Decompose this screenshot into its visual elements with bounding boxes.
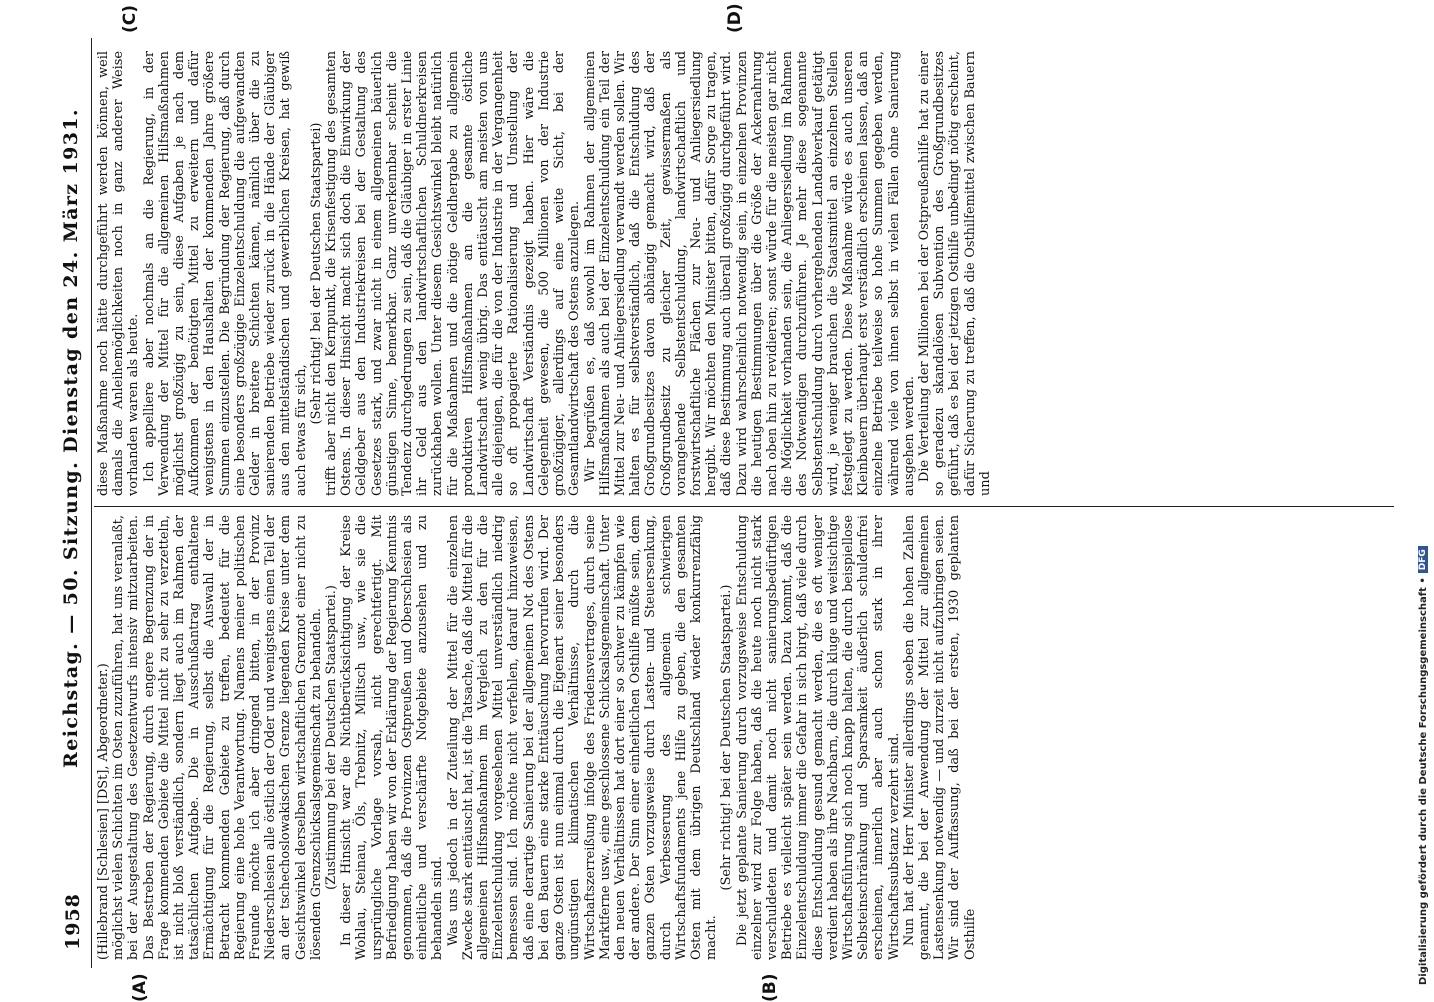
- dfg-logo: DFG: [1418, 546, 1428, 573]
- paragraph: Ich appelliere aber nochmals an die Regierung, in der Verwendung der Mittel für die allgemeinen Hilfsmaßnahmen möglichst großzügig zu sein, diese Aufgaben je nach dem Aufkommen der benötigten Mittel zu erweitern und dafür wenigstens in den Haushalten der kommenden Jahre größere Summen einzustellen. Die Begründung der Regierung, daß durch eine besonders großzügige Einzelentschuldung die aufgewandten Gelder in breitere Schichten kämen, nämlich über die zu sanierenden Betriebe wieder zurück in die Hände der Gläubiger aus den mittelständischen und gewerblichen Kreisen, hat gewiß auch etwas für sich,: [142, 51, 309, 496]
- right-column: [96, 51, 1396, 496]
- header-rule: [91, 38, 92, 968]
- margin-marker-c: (C): [120, 5, 140, 33]
- paragraph: Die Verteilung der Millionen bei der Ostpreußenhilfe hat zu einer so geradezu skandalösen Subvention des Großgrundbesitzes geführt, daß es bei der jetzigen Osthilfe unbedingt nötig erscheint, dafür Sicherung zu treffen, daß die Osthilfemittel zwischen Bauern und: [917, 51, 993, 496]
- paragraph: Nun hat der Herr Minister allerdings soeben die hohen Zahlen genannt, die bei der Anwendung der Mittel zur allgemeinen Lastensenkung notwendig — und zurzeit nicht aufzubringen seien. Wir sind der Auffassung, daß bei der ersten, 1930 geplanten Osthilfe: [902, 515, 978, 960]
- margin-marker-d: (D): [725, 3, 745, 33]
- column-divider: [94, 506, 1394, 507]
- digitization-note: [1414, 15, 1432, 985]
- paragraph: In dieser Hinsicht war die Nichtberücksichtigung der Kreise Wohlau, Steinau, Öls, Trebnitz, Militsch usw., wie sie die ursprüngliche Vorlage vorsah, nicht gerechtfertigt. Mit Befriedigung haben wir von der Erklärung der Regierung Kenntnis genommen, daß die Provinzen Ostpreußen und Oberschlesien als einheitliche und verschärfte Notgebiete anzusehen und zu behandeln sind.: [339, 515, 445, 960]
- running-title: Reichstag. — 50. Sitzung. Dienstag den 24. März 1931.: [60, 48, 82, 828]
- interjection: (Zustimmung bei der Deutschen Staatspartei.): [324, 515, 339, 960]
- paragraph: möglichst vielen Schichten im Osten zuzuführen, hat uns veranlaßt, bei der Ausgestaltung des Gesetzentwurfs intensiv mitzuarbeiten. Das Bestreben der Regierung, durch engere Begrenzung der in Frage kommenden Gebiete die Mittel nicht zu sehr zu verzetteln, ist nicht bloß verständlich, sondern liegt auch im Rahmen der tatsächlichen Aufgabe. Die in Ausschußantrag enthaltene Ermächtigung für die Regierung, selbst die Auswahl der in Betracht kommenden Gebiete zu treffen, bedeutet für die Regierung eine hohe Verantwortung. Namens meiner politischen Freunde möchte ich aber dringend bitten, in der Provinz Niederschlesien alle östlich der Oder und wenigstens einen Teil der an der tschechoslowakischen Grenze liegenden Kreise unter dem Gesichtswinkel derselben wirtschaftlichen Grenznot einer nicht zu lösenden Grenzschicksalsgemeinschaft zu behandeln.: [111, 515, 324, 960]
- page-number: 1958: [62, 893, 84, 950]
- speaker-attribution: (Hillebrand [Schlesien] [DSt], Abgeordneter.): [96, 515, 111, 960]
- rotated-page: [60, 38, 1405, 968]
- page-header: [60, 38, 88, 968]
- digitization-text: Digitalisierung gefördert durch die Deutsche Forschungsgemeinschaft •: [1418, 577, 1429, 985]
- paragraph: diese Maßnahme noch hätte durchgeführt werden können, weil damals die Anleihemöglichkeiten noch in ganz anderer Weise vorhanden waren als heute.: [96, 51, 142, 496]
- paragraph: Die jetzt geplante Sanierung durch vorzugsweise Entschuldung einzelner wird zur Folge haben, daß die heute noch nicht stark verschuldeten und damit noch nicht sanierungsbedürftigen Betriebe es vielleicht später sein werden. Dazu kommt, daß die Einzelentschuldung immer die Gefahr in sich birgt, daß viele durch diese Entschuldung gesund gemacht werden, die es oft weniger verdient haben als ihre Nachbarn, die durch kluge und weitsichtige Wirtschaftsführung sich noch knapp halten, die durch beispiellose Selbsteinschränkung und Sparsamkeit äußerlich schuldenfrei erscheinen, innerlich aber auch schon stark in ihrer Wirtschaftssubstanz verzehrt sind.: [735, 515, 902, 960]
- paragraph: Wir begrüßen es, daß sowohl im Rahmen der allgemeinen Hilfsmaßnahmen als auch bei der Einzelentschuldung ein Teil der Mittel zur Neu- und Anliegersiedlung verwandt werden sollen. Wir halten es für selbstverständlich, daß die Entschuldung des Großgrundbesitzes davon abhängig gemacht wird, daß der Großgrundbesitz zu gleicher Zeit, gewissermaßen als vorangehende Selbstentschuldung, landwirtschaftlich und forstwirtschaftliche Flächen zur Neu- und Anliegersiedlung hergibt. Wir möchten den Minister bitten, dafür Sorge zu tragen, daß diese Bestimmung auch überall großzügig durchgeführt wird. Dazu wird wahrscheinlich notwendig sein, in einzelnen Provinzen die heutigen Bestimmungen über die Größe der Ackernahrung nach oben hin zu revidieren; sonst würde für die meisten gar nicht die Möglichkeit vorhanden sein, die Anliegersiedlung im Rahmen des Notwendigen durchzuführen. Je mehr diese sogenannte Selbstentschuldung durch vorhergehenden Landabverkauf getätigt wird, je weniger brauchen die Staatsmittel an einzelnen Stellen festgelegt zu werden. Diese Maßnahme würde es auch unseren Kleinbauern überhaupt erst verständlich erscheinen lassen, daß an einzelne Betriebe teilweise so hohe Summen gegeben werden, während viele von ihnen selbst in vielen Fällen ohne Sanierung ausgehen werden.: [583, 51, 917, 496]
- margin-marker-b: (B): [760, 974, 780, 1002]
- interjection: (Sehr richtig! bei der Deutschen Staatspartei): [309, 51, 324, 496]
- interjection: (Sehr richtig! bei der Deutschen Staatspartei.): [719, 515, 734, 960]
- margin-marker-a: (A): [130, 973, 150, 1002]
- left-column: [96, 515, 1396, 960]
- paragraph: Was uns jedoch in der Zuteilung der Mittel für die einzelnen Zwecke stark enttäuscht hat, ist die Tatsache, daß die Mittel für die allgemeinen Hilfsmaßnahmen im Vergleich zu den für die Einzelentschuldung vorgesehenen Mittel unverständlich niedrig bemessen sind. Ich möchte nicht verfehlen, darauf hinzuweisen, daß eine derartige Sanierung bei der allgemeinen Not des Ostens bei den Bauern eine starke Enttäuschung hervorrufen wird. Der ganze Osten ist nun einmal durch die Eigenart seiner besonders ungünstigen klimatischen Verhältnisse, durch die Wirtschaftszerreißung infolge des Friedensvertrages, durch seine Marktferne usw., eine geschlossene Schicksalsgemeinschaft. Unter den neuen Verhältnissen hat dort einer so schwer zu kämpfen wie der andere. Der Sinn einer einheitlichen Osthilfe müßte sein, dem ganzen Osten vorzugsweise durch Lasten- und Steuersenkung, durch Verbesserung des allgemein schwierigen Wirtschaftsfundaments jene Hilfe zu geben, die den gesamten Osten mit dem übrigen Deutschland wieder konkurrenzfähig macht.: [446, 515, 720, 960]
- paragraph: trifft aber nicht den Kernpunkt, die Krisenfestigung des gesamten Ostens. In dieser Hinsicht macht sich doch die Einwirkung der Geldgeber aus den Industriekreisen bei der Gestaltung des Gesetzes stark, und zwar nicht in einem allgemeinen bäuerlich günstigen Sinne, bemerkbar. Ganz unverkennbar scheint die Tendenz durchgedrungen zu sein, daß die Gläubiger in erster Linie ihr Geld aus den landwirtschaftlichen Schuldnerkreisen zurückhaben wollen. Unter diesem Gesichtswinkel bleibt natürlich für die Maßnahmen und die nötige Geldhergabe zu allgemein produktiven Hilfsmaßnahmen an die gesamte östliche Landwirtschaft wenig übrig. Das enttäuscht am meisten von uns alle diejenigen, die für die von der Industrie in der Vergangenheit so oft propagierte Rationalisierung und Umstellung der Landwirtschaft Verständnis gezeigt haben. Hier wäre die Gelegenheit gewesen, die 500 Millionen von der Industrie großzügiger, allerdings auf eine weite Sicht, bei der Gesamtlandwirtschaft des Ostens anzulegen.: [324, 51, 582, 496]
